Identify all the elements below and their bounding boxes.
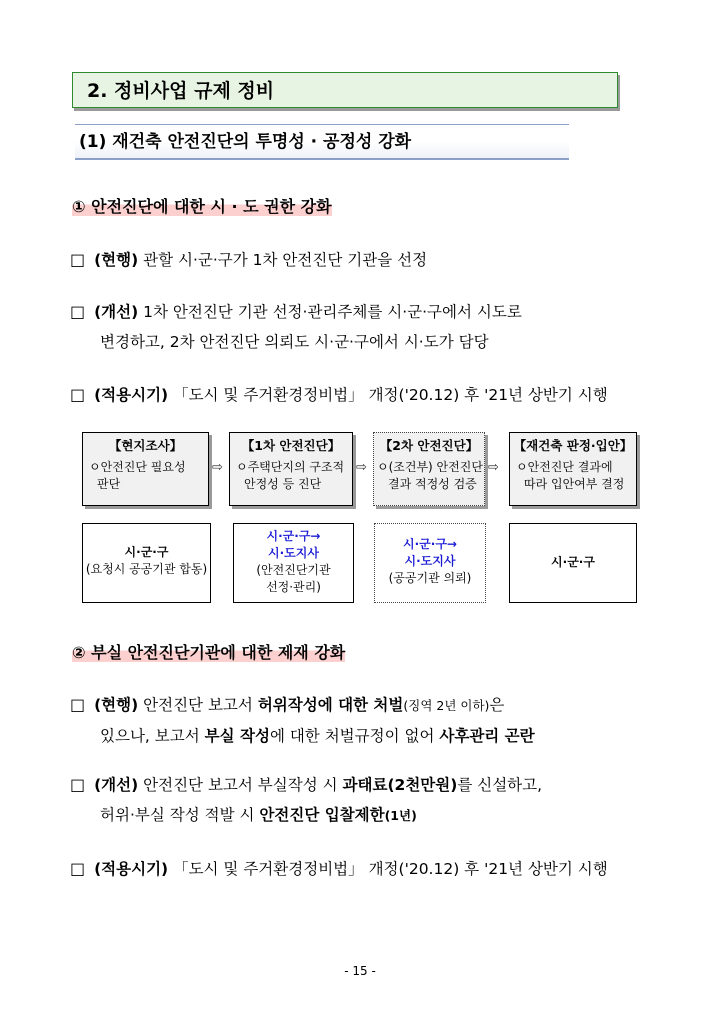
item1-improve [70,297,660,357]
flow-step-desc: 결과 적정성 검증 [388,477,477,491]
arrow-right-icon: ⇨ [488,460,499,475]
item2-improve-duration: (1년) [384,808,417,823]
flow-step-survey [82,432,209,506]
item2-improve-text: 허위·부실 작성 적발 시 [100,806,255,824]
item2-schedule-label: (적용시기) [94,860,169,878]
item1-improve-line1: 1차 안전진단 기관 선정·관리주체를 시·군·구에서 시도로 [143,303,522,321]
checkbox-icon: □ [70,302,86,321]
item2-current-penalty: (징역 2년 이하) [403,698,490,713]
flow-step-desc: 따라 입안여부 결정 [524,477,625,491]
item2-improve-emph: 과태료(2천만원) [342,776,458,794]
checkbox-icon: □ [70,385,86,404]
item2-current-emph: 부실 작성 [204,727,270,745]
flow-step-desc: ㅇ주택단지의 구조적 [236,460,345,474]
flow-step-desc: ㅇ안전진단 필요성 [89,460,186,474]
item2-current-emph: 허위작성에 대한 처벌 [257,696,404,714]
item2-improve-text: 안전진단 보고서 부실작성 시 [143,776,338,794]
flow-actor-decision [509,523,637,603]
flow-actor-first-diagnosis [233,523,354,603]
flow-actor-line: 시·군·구→ [266,529,321,543]
item1-schedule-label: (적용시기) [94,386,169,404]
item1-schedule-text: 「도시 및 주거환경정비법」 개정('20.12) 후 '21년 상반기 시행 [173,386,608,404]
item2-current-label: (현행) [94,696,139,714]
item2-current [70,690,660,751]
flow-actor-line: (요청시 공공기관 합동) [85,562,208,576]
flow-actor-line: 시·도지사 [404,554,456,568]
checkbox-icon: □ [70,859,86,878]
item1-current-label: (현행) [94,251,139,269]
arrow-right-icon: ⇨ [212,460,223,475]
item2-current-text: 에 대한 처벌규정이 없어 [269,727,435,745]
item1-heading-text: ① 안전진단에 대한 시 · 도 권한 강화 [72,197,332,216]
flow-step-desc: ㅇ안전진단 결과에 [516,460,613,474]
flow-step-title: 【2차 안전진단】 [379,438,479,453]
checkbox-icon: □ [70,695,86,714]
flow-actor-survey [82,523,211,603]
item2-schedule-text: 「도시 및 주거환경정비법」 개정('20.12) 후 '21년 상반기 시행 [173,860,608,878]
flow-step-title: 【1차 안전진단】 [241,438,341,453]
flow-step-second-diagnosis [373,432,485,506]
flow-actor-line: 시·군·구→ [403,537,457,551]
flow-actor-second-diagnosis [374,523,486,603]
item1-improve-label: (개선) [94,303,139,321]
arrow-right-icon: ⇨ [356,460,367,475]
flow-actor-line: 시·군·구 [124,545,169,559]
item1-heading [70,195,336,219]
item1-current [70,245,660,275]
page-number: - 15 - [344,964,376,978]
item1-improve-line2: 변경하고, 2차 안전진단 의뢰도 시·군·구에서 시·도가 담당 [100,333,489,351]
flow-step-title: 【현지조사】 [108,438,183,453]
flow-actor-line: (안전진단기관 [256,563,331,577]
flow-actor-line: 선정·관리) [266,580,321,594]
flow-actor-line: 시·도지사 [268,546,319,560]
item2-current-text: 있으나, 보고서 [100,727,200,745]
flow-step-desc: 안정성 등 진단 [244,477,322,491]
item1-schedule [70,380,660,410]
flow-step-first-diagnosis [229,432,353,506]
item2-improve [70,770,660,831]
flow-step-decision [509,432,637,506]
item1-current-text: 관할 시·군·구가 1차 안전진단 기관을 선정 [143,251,428,269]
item2-schedule [70,854,660,884]
item2-improve-text: 를 신설하고, [457,776,543,794]
flow-step-desc: ㅇ(조건부) 안전진단 [377,460,483,474]
flow-step-desc: 판단 [97,477,121,491]
flow-step-title: 【재건축 판정·입안】 [513,438,633,453]
item2-current-emph: 사후관리 곤란 [439,727,535,745]
flow-actor-line: 시·군·구 [551,555,595,569]
item2-improve-label: (개선) [94,776,139,794]
section-title: 2. 정비사업 규제 정비 [72,72,618,108]
item2-heading [70,641,349,665]
item2-current-text: 안전진단 보고서 [143,696,253,714]
checkbox-icon: □ [70,775,86,794]
item2-improve-emph: 안전진단 입찰제한 [259,806,385,824]
flow-actor-line: (공공기관 의뢰) [388,571,472,585]
subsection-title: (1) 재건축 안전진단의 투명성 · 공정성 강화 [75,124,569,160]
item2-heading-text: ② 부실 안전진단기관에 대한 제재 강화 [72,643,346,662]
checkbox-icon: □ [70,250,86,269]
item2-current-text: 은 [489,696,505,714]
